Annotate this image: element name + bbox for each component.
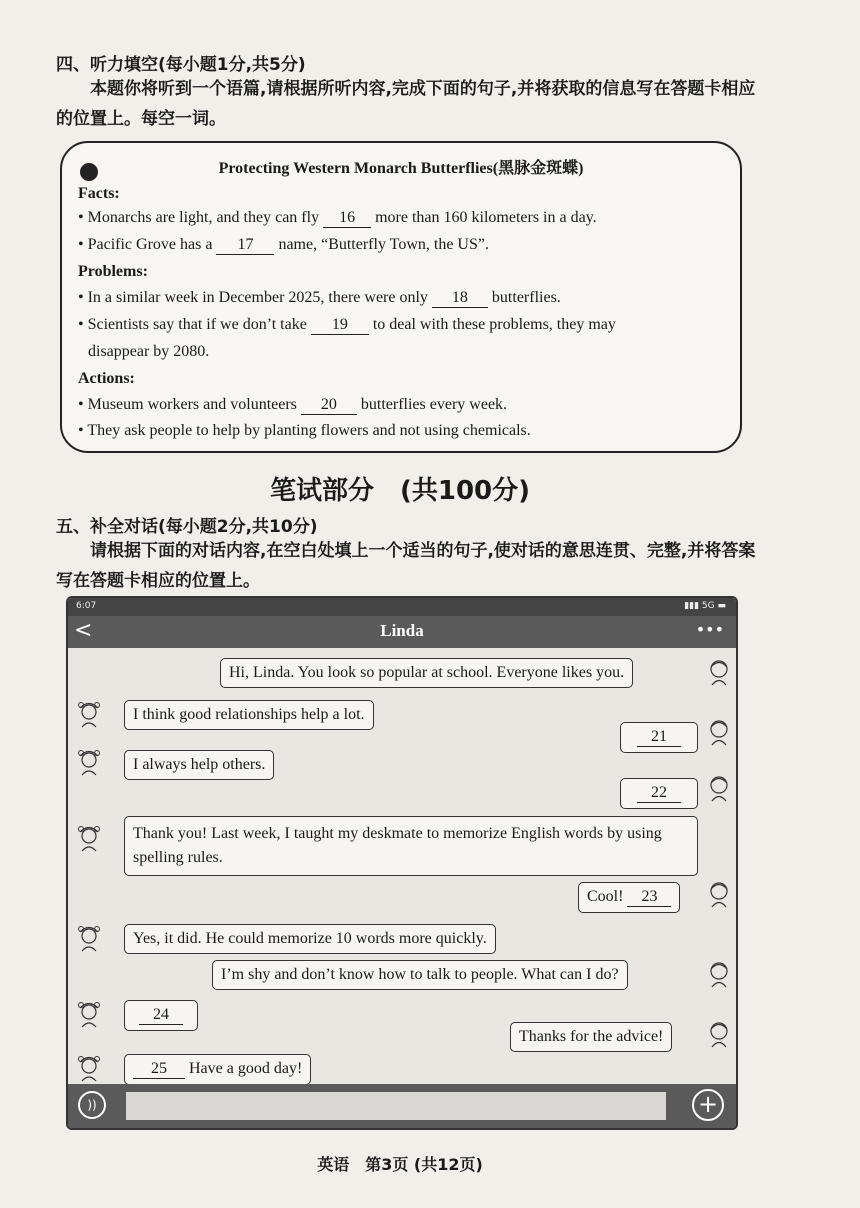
voice-icon[interactable]: )) [78, 1091, 106, 1119]
fact-2-text: • Pacific Grove has a [78, 236, 213, 253]
cool-text: Cool! [587, 888, 624, 905]
section-4-title: 四、听力填空(每小题1分,共5分) [56, 55, 306, 75]
section-5-instruction [56, 536, 756, 596]
written-part-title: 笔试部分 (共100分) [269, 476, 531, 506]
boy-avatar-icon [706, 718, 732, 746]
contact-name: Linda [380, 621, 424, 640]
page-footer: 英语 第3页 (共12页) [317, 1155, 483, 1174]
blank-18: 18 [432, 289, 488, 308]
section-5-title: 五、补全对话(每小题2分,共10分) [56, 517, 318, 537]
phone-chat [66, 596, 738, 1130]
fact-1-text: • Monarchs are light, and they can fly [78, 209, 320, 226]
chat-message-right: Hi, Linda. You look so popular at school. Everyone likes you. [220, 658, 633, 688]
fact-2-text-end: name, “Butterfly Town, the US”. [278, 236, 489, 253]
blank-17: 17 [216, 236, 274, 255]
blank-20: 20 [301, 396, 357, 415]
girl-avatar-icon [76, 700, 102, 728]
input-bar [68, 1084, 736, 1128]
facts-heading: Facts: [78, 185, 120, 202]
fact-1 [78, 209, 597, 228]
chevron-left-icon[interactable]: < [74, 618, 93, 643]
chat-blank-24 [124, 1000, 198, 1031]
chat-message-left: Yes, it did. He could memorize 10 words more quickly. [124, 924, 496, 954]
plus-icon[interactable]: + [692, 1089, 724, 1121]
status-time: 6:07 [76, 601, 97, 611]
action-2: • They ask people to help by planting flowers and not using chemicals. [78, 422, 531, 439]
boy-avatar-icon [706, 880, 732, 908]
problem-2-cont: disappear by 2080. [88, 343, 210, 360]
chat-blank-22 [620, 778, 698, 809]
chat-message-left: I always help others. [124, 750, 274, 780]
goodbye-text: Have a good day! [189, 1060, 303, 1077]
status-bar [68, 598, 736, 616]
boy-avatar-icon [706, 1020, 732, 1048]
signal-label: 5G [701, 601, 715, 611]
chat-message-left: Thank you! Last week, I taught my deskmate to memorize English words by using spelling rules. [124, 816, 698, 876]
chat-message-right: I’m shy and don’t know how to talk to people. What can I do? [212, 960, 628, 990]
blank-22: 22 [637, 784, 681, 803]
blank-19: 19 [311, 316, 369, 335]
girl-avatar-icon [76, 1054, 102, 1082]
chat-message-right [578, 882, 680, 913]
chat-message-left [124, 1054, 311, 1085]
boy-avatar-icon [706, 774, 732, 802]
girl-avatar-icon [76, 748, 102, 776]
problem-1-text-end: butterflies. [491, 289, 561, 306]
chat-message-right: Thanks for the advice! [510, 1022, 672, 1052]
girl-avatar-icon [76, 1000, 102, 1028]
blank-24: 24 [139, 1006, 183, 1025]
action-1-text: • Museum workers and volunteers [78, 396, 297, 413]
section-4-instruction-text: 本题你将听到一个语篇,请根据所听内容,完成下面的句子,并将获取的信息写在答题卡相应的位置上。每空一词。 [56, 79, 756, 129]
problems-heading: Problems: [78, 263, 148, 280]
status-signal: ▮▮▮ 5G ▬ [684, 601, 726, 611]
blank-25: 25 [133, 1060, 185, 1079]
blank-21: 21 [637, 728, 681, 747]
blank-23: 23 [627, 888, 671, 907]
fact-2 [78, 236, 489, 255]
chat-message-left: I think good relationships help a lot. [124, 700, 374, 730]
section-4-instruction [56, 74, 756, 134]
girl-avatar-icon [76, 824, 102, 852]
message-input[interactable] [126, 1092, 666, 1120]
problem-2-text-end: to deal with these problems, they may [372, 316, 616, 333]
problem-1-text: • In a similar week in December 2025, there were only [78, 289, 428, 306]
boy-avatar-icon [706, 960, 732, 988]
chat-blank-21 [620, 722, 698, 753]
blank-16: 16 [323, 209, 371, 228]
fact-1-text-end: more than 160 kilometers in a day. [375, 209, 597, 226]
girl-avatar-icon [76, 924, 102, 952]
listening-card [60, 141, 742, 453]
actions-heading: Actions: [78, 370, 135, 387]
problem-1 [78, 289, 561, 308]
more-icon[interactable]: ••• [695, 620, 724, 639]
chat-header [68, 616, 736, 648]
boy-avatar-icon [706, 658, 732, 686]
problem-2 [78, 316, 616, 335]
action-1-text-end: butterflies every week. [360, 396, 508, 413]
section-5-instruction-text: 请根据下面的对话内容,在空白处填上一个适当的句子,使对话的意思连贯、完整,并将答案写在答题卡相应的位置上。 [56, 541, 756, 591]
card-title: Protecting Western Monarch Butterflies(黑脉金斑蝶) [218, 160, 584, 177]
action-1 [78, 396, 507, 415]
problem-2-text: • Scientists say that if we don’t take [78, 316, 307, 333]
